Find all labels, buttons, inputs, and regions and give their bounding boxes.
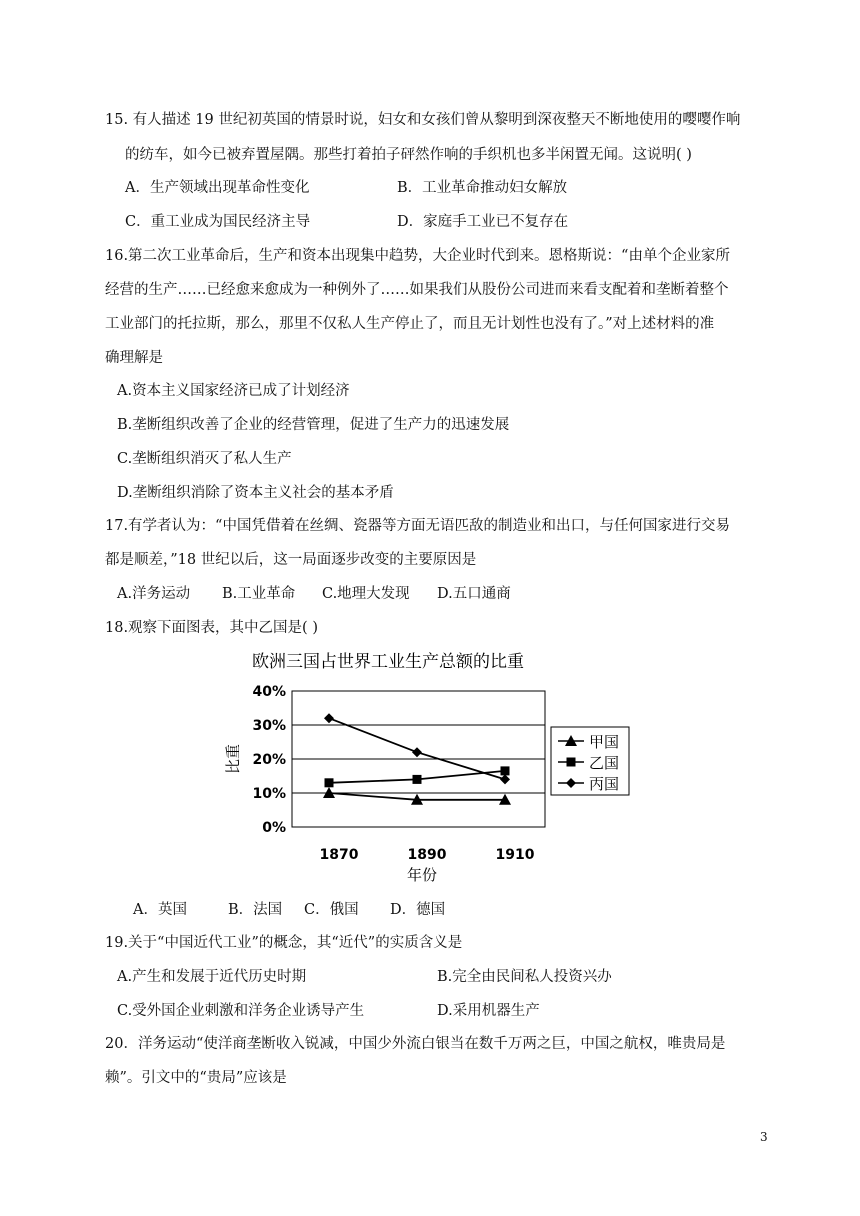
q19-option-a: A.产生和发展于近代历史时期 (117, 969, 307, 985)
q16-stem-line1: 16.第二次工业革命后，生产和资本出现集中趋势，大企业时代到来。恩格斯说：“由单个企业家所 (105, 248, 730, 264)
legend-label: 丙国 (589, 775, 620, 793)
q16-option-d: D.垄断组织消除了资本主义社会的基本矛盾 (117, 485, 394, 501)
q16-option-b: B.垄断组织改善了企业的经营管理，促进了生产力的迅速发展 (117, 417, 510, 433)
y-axis-label: 比重 (224, 743, 242, 775)
q17-option-b: B.工业革命 (222, 586, 296, 602)
q16-stem-line3: 工业部门的托拉斯，那么，那里不仅私人生产停止了，而且无计划性也没有了。”对上述材料的准 (105, 316, 715, 332)
y-axis-ticks (252, 684, 286, 836)
q15-stem-line1: 15. 有人描述 19 世纪初英国的情景时说，妇女和女孩们曾从黎明到深夜整天不断地使用的嘤嘤作响 (105, 112, 741, 128)
q17-stem-line2: 都是顺差，”18 世纪以后，这一局面逐步改变的主要原因是 (105, 552, 477, 568)
q17-stem-line1: 17.有学者认为：“中国凭借着在丝绸、瓷器等方面无语匹敌的制造业和出口，与任何国家进行交易 (105, 518, 730, 534)
q18-option-c: C．俄国 (304, 902, 359, 918)
q16-stem-line2: 经营的生产……已经愈来愈成为一种例外了……如果我们从股份公司进而来看支配着和垄断着整个 (105, 282, 729, 298)
y-tick-label: 30% (252, 718, 286, 734)
q17-option-a: A.洋务运动 (117, 586, 191, 602)
q16-stem-line4: 确理解是 (105, 350, 163, 366)
chart-title: 欧洲三国占世界工业生产总额的比重 (252, 652, 524, 672)
q15-stem-line2: 的纺车，如今已被弃置屋隅。那些打着拍子砰然作响的手织机也多半闲置无闻。这说明( ) (125, 147, 692, 163)
y-tick-label: 40% (252, 684, 286, 700)
data-point (325, 778, 334, 787)
x-tick-label: 1870 (319, 847, 359, 863)
q18-stem: 18.观察下面图表，其中乙国是( ) (105, 620, 318, 636)
q19-option-c: C.受外国企业刺激和洋务企业诱导产生 (117, 1003, 365, 1019)
q15-option-a: A．生产领域出现革命性变化 (125, 180, 310, 196)
q20-stem-line1: 20．洋务运动“使洋商垄断收入锐减，中国少外流白银当在数千万两之巨，中国之航权，唯贵局是 (105, 1036, 726, 1052)
q15-option-d: D．家庭手工业已不复存在 (397, 214, 569, 230)
q18-option-b: B．法国 (228, 902, 283, 918)
data-point (501, 766, 510, 775)
legend-label: 甲国 (589, 733, 620, 751)
legend-marker (567, 758, 576, 767)
data-point (413, 775, 422, 784)
q15-option-c: C．重工业成为国民经济主导 (125, 214, 311, 230)
x-tick-label: 1890 (407, 847, 447, 863)
q20-stem-line2: 赖”。引文中的“贵局”应该是 (105, 1070, 287, 1086)
q18-option-a: A．英国 (133, 902, 187, 918)
x-axis-label: 年份 (406, 866, 438, 884)
y-tick-label: 0% (262, 820, 286, 836)
y-tick-label: 20% (252, 752, 286, 768)
q19-option-d: D.采用机器生产 (437, 1003, 540, 1019)
x-tick-label: 1910 (495, 847, 535, 863)
x-axis-ticks (320, 847, 535, 863)
q17-option-d: D.五口通商 (437, 586, 511, 602)
legend-label: 乙国 (589, 754, 620, 772)
q15-option-b: B．工业革命推动妇女解放 (397, 180, 568, 196)
y-tick-label: 10% (252, 786, 286, 802)
chart-legend (551, 727, 629, 795)
q18-option-d: D．德国 (390, 902, 446, 918)
page-number: 3 (760, 1130, 768, 1144)
line-chart (210, 645, 630, 890)
q16-option-a: A.资本主义国家经济已成了计划经济 (117, 383, 350, 399)
q19-stem: 19.关于“中国近代工业”的概念，其“近代”的实质含义是 (105, 935, 463, 951)
q19-option-b: B.完全由民间私人投资兴办 (437, 969, 612, 985)
q17-option-c: C.地理大发现 (322, 586, 410, 602)
q16-option-c: C.垄断组织消灭了私人生产 (117, 451, 292, 467)
